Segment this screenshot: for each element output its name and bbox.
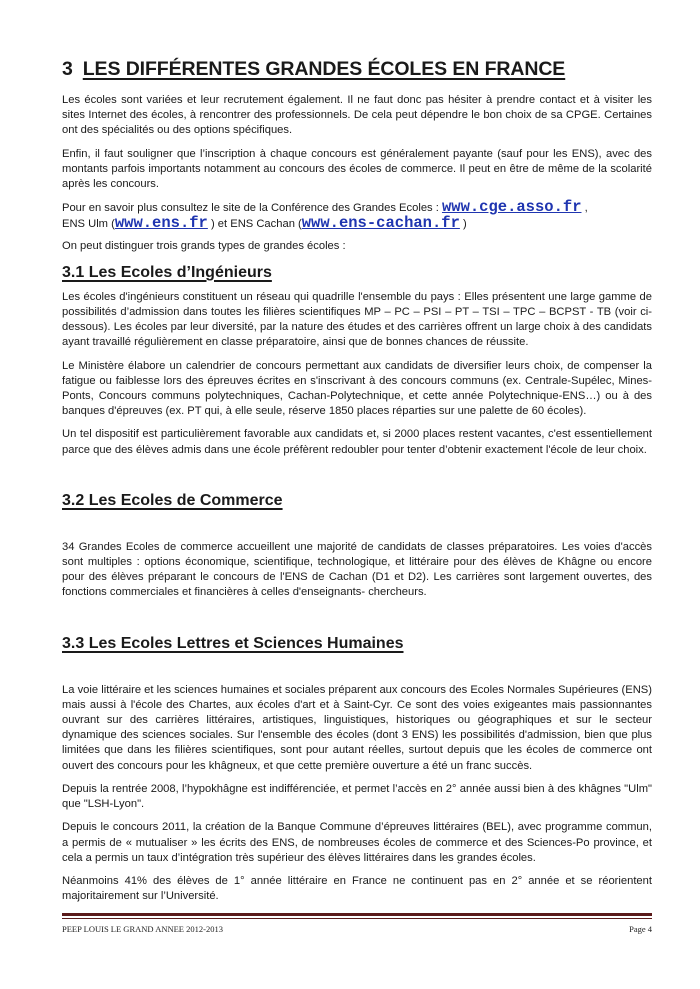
lettres-paragraph-3: Depuis le concours 2011, la création de la Banque Commune d’épreuves littéraires (BEL), avec programme commun, a permis de « mutualiser » les écrits des ENS, de nombreuses écoles de commerce et des Sciences-Po province, et cela a permis un taux d’intégration très supérieur des élèves littéraires dans les grandes écoles. <box>62 821 652 864</box>
links-comma: , <box>581 202 588 215</box>
intro-paragraph-2: Enfin, il faut souligner que l’inscription à chaque concours est généralement payante (sauf pour les ENS), avec des montants parfois importants notamment au concours des écoles de commerce. Il peut en être de même de la scolarité après les concours. <box>62 147 652 191</box>
ens-cachan-text: ) et ENS Cachan ( <box>207 218 302 231</box>
page-number: Page 4 <box>629 924 652 934</box>
lettres-paragraph-2: Depuis la rentrée 2008, l’hypokhâgne est indifférenciée, et permet l’accès en 2° année aussi bien à des khâgnes "Ulm" que "LSH-Lyon". <box>62 782 652 811</box>
lettres-paragraph-4: Néanmoins 41% des élèves de 1° année littéraire en France ne continuent pas en 2° année et se réorientent majoritairement sur l’Université. <box>62 874 652 903</box>
footer-rule-thin <box>62 918 652 919</box>
section-heading-ingenieurs: 3.1 Les Ecoles d’Ingénieurs <box>62 263 272 281</box>
footer-rule-thick <box>62 913 652 916</box>
closing-paren: ) <box>459 218 467 231</box>
commerce-paragraph-1: 34 Grandes Ecoles de commerce accueillent une majorité de candidats de classes préparatoires. Les voies d'accès sont multiples : options économique, scientifique, technologique, et littéraire pour des élèves de Khâgne ou encore pour des élèves préparant le concours de l'ENS de Cachan (D1 et D2). Les carrières sont largement ouvertes, des fonctions commerciales et financières à celles d'enseignants- chercheurs. <box>62 540 652 599</box>
section-heading-commerce: 3.2 Les Ecoles de Commerce <box>62 491 283 509</box>
ens-ulm-text: ENS Ulm ( <box>62 218 115 231</box>
chapter-number: 3 <box>62 58 73 80</box>
ingenieurs-paragraph-2: Le Ministère élabore un calendrier de concours permettant aux candidats de diversifier leurs choix, de compenser la fatigue ou faiblesse lors des épreuves écrites en s'inscrivant à des concours communs (ex. Centrale-Supélec, Mines-Ponts, Concours communs polytechniques, Cachan-Polytechnique, et cette année Polytechnique-ENS…) ou à des banques d'épreuves (ex. PT qui, à elle seule, réserve 1850 places réparties sur une palette de 60 écoles). <box>62 359 652 418</box>
link-cge[interactable]: www.cge.asso.fr <box>441 198 582 217</box>
section-heading-lettres: 3.3 Les Ecoles Lettres et Sciences Humaines <box>62 634 404 652</box>
links-intro-text: Pour en savoir plus consultez le site de la Conférence des Grandes Ecoles : <box>62 202 442 215</box>
ingenieurs-paragraph-1: Les écoles d'ingénieurs constituent un réseau qui quadrille l'ensemble du pays : Elles présentent une large gamme de possibilités d’admission dans toutes les filières scientifiques MP – PC – PSI – PT – TSI – TPC – BCPST - TB (voir ci-dessous). Les écoles par leur diversité, par la nature des études et des carrières offrent un large choix à des candidats ayant travaillé régulièrement en classe préparatoire, ainsi que de bonnes chances de réussite. <box>62 290 652 349</box>
link-ens-cachan[interactable]: www.ens-cachan.fr <box>301 214 460 233</box>
link-ens[interactable]: www.ens.fr <box>114 214 208 233</box>
page-content <box>62 58 652 912</box>
lettres-paragraph-1: La voie littéraire et les sciences humaines et sociales préparent aux concours des Ecoles Normales Supérieures (ENS) mais aussi à l'école des Chartes, aux écoles d'art et à Saint-Cyr. Ce sont des voies exigeantes mais passionnantes ouvrant sur des carrières littéraires, artistiques, linguistiques, historiques ou géographiques et sur le secteur dynamique des sciences sociales. Sur l'ensemble des écoles (dont 3 ENS) les possibilités d'admission, bien que plus limitées que dans les filières scientifiques, sont pour autant réelles, surtout depuis que les écoles de commerce ont ouvert des concours pour les khâgneux, et que cette première ouverture a été un franc succès. <box>62 683 652 772</box>
intro-paragraph-3 <box>62 200 652 232</box>
intro-paragraph-4: On peut distinguer trois grands types de grandes écoles : <box>62 239 346 252</box>
chapter-heading <box>62 58 652 81</box>
page-footer <box>62 924 652 934</box>
intro-paragraph-1: Les écoles sont variées et leur recrutement également. Il ne faut donc pas hésiter à prendre contact et à visiter les sites Internet des écoles, à rencontrer des professionnels. De cela peut dépendre le bon choix de sa CPGE. Certaines ont des spécialités ou des options spécifiques. <box>62 94 652 137</box>
footer-label: PEEP LOUIS LE GRAND ANNEE 2012-2013 <box>62 924 223 934</box>
ingenieurs-paragraph-3: Un tel dispositif est particulièrement favorable aux candidats et, si 2000 places restent vacantes, c'est essentiellement parce que des élèves admis dans une école préfèrent redoubler pour tenter d’obtenir exactement l'école de leur choix. <box>62 428 652 456</box>
chapter-title: LES DIFFÉRENTES GRANDES ÉCOLES EN FRANCE <box>82 58 566 80</box>
